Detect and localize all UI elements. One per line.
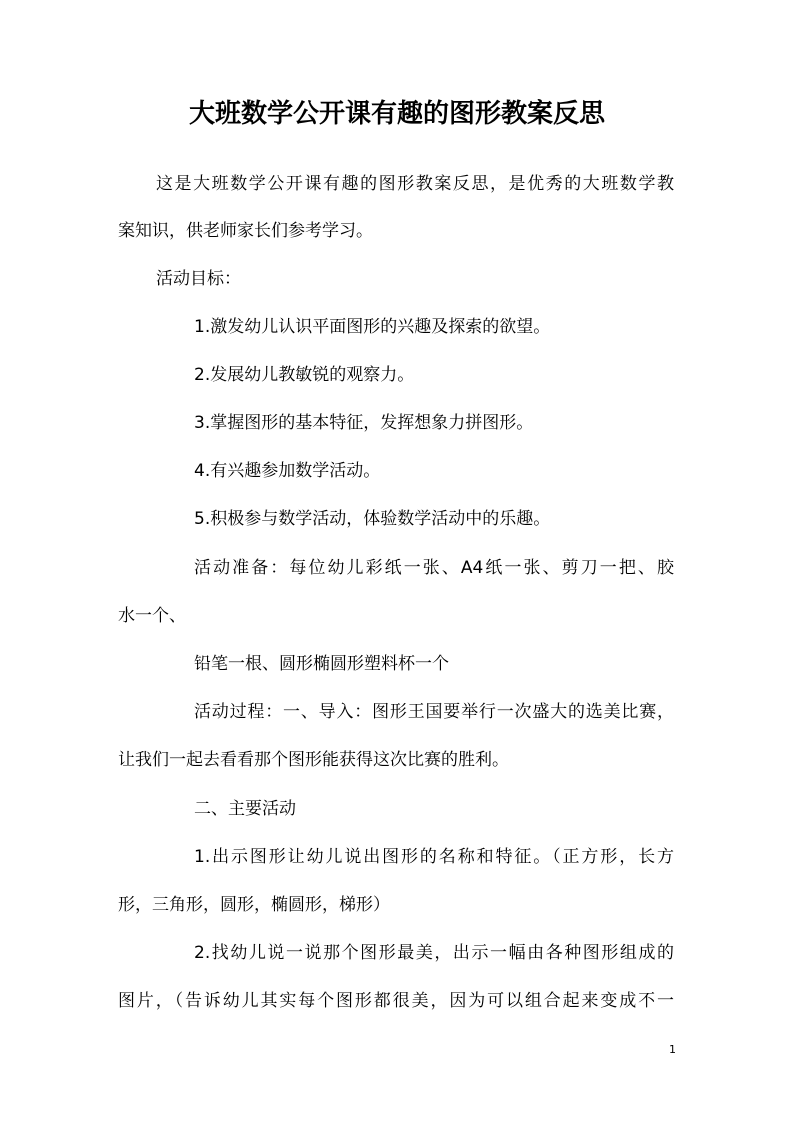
goal-item-2: 2.发展幼儿教敏锐的观察力。: [194, 365, 415, 385]
document-title: 大班数学公开课有趣的图形教案反思: [188, 99, 605, 129]
preparation-line-3: 铅笔一根、圆形椭圆形塑料杯一个: [194, 654, 449, 674]
goal-item-4: 4.有兴趣参加数学活动。: [194, 461, 381, 481]
process-line-1: 活动过程：一、导入：图形王国要举行一次盛大的选美比赛，: [194, 702, 674, 722]
activity-step-2-line-1: 2.找幼儿说一说那个图形最美，出示一幅由各种图形组成的: [194, 943, 674, 963]
goal-item-1: 1.激发幼儿认识平面图形的兴趣及探索的欲望。: [194, 317, 551, 337]
activity-step-2-line-2: 图片，（告诉幼儿其实每个图形都很美，因为可以组合起来变成不一: [118, 991, 674, 1011]
goals-heading: 活动目标：: [156, 269, 241, 289]
activity-step-1-line-2: 形，三角形，圆形，椭圆形，梯形）: [118, 895, 390, 915]
goal-item-5: 5.积极参与数学活动，体验数学活动中的乐趣。: [194, 509, 551, 529]
preparation-line-2: 水一个、: [118, 606, 186, 626]
goal-item-3: 3.掌握图形的基本特征，发挥想象力拼图形。: [194, 413, 534, 433]
main-activity-heading: 二、主要活动: [194, 799, 296, 819]
page-number: 1: [669, 1043, 676, 1056]
intro-line-1: 这是大班数学公开课有趣的图形教案反思，是优秀的大班数学教: [156, 174, 674, 194]
activity-step-1-line-1: 1.出示图形让幼儿说出图形的名称和特征。（正方形，长方: [194, 847, 674, 867]
intro-line-2: 案知识，供老师家长们参考学习。: [118, 221, 373, 241]
preparation-line-1: 活动准备：每位幼儿彩纸一张、A4纸一张、剪刀一把、胶: [194, 558, 674, 578]
process-line-2: 让我们一起去看看那个图形能获得这次比赛的胜利。: [118, 750, 509, 770]
